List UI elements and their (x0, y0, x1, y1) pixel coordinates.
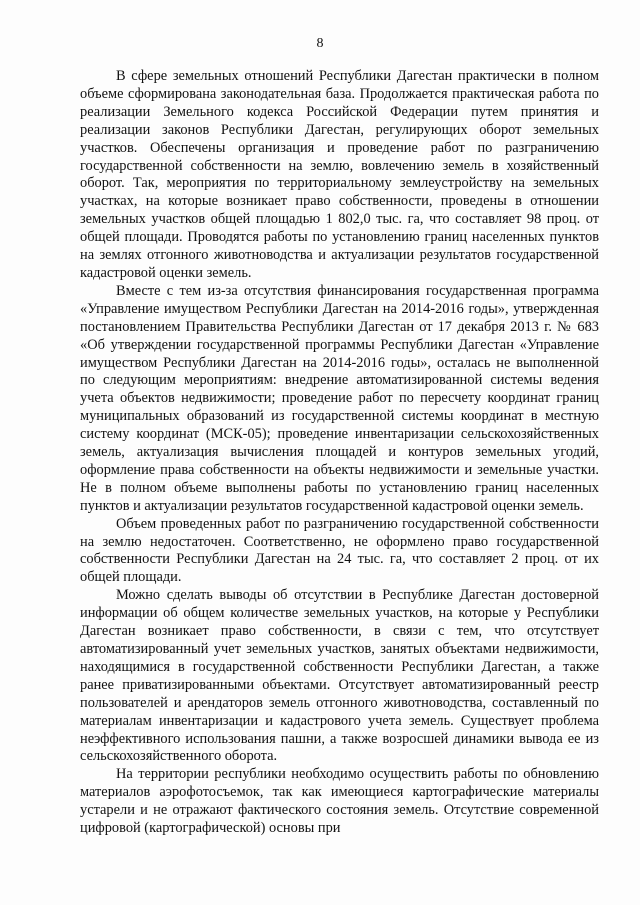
paragraph-aerial-survey: На территории республики необходимо осуществить работы по обновлению материалов аэрофотосъемок, так как имеющиеся картографические материалы устарели и не отражают фактического состояния земель. Отсутствие современной цифровой (картографической) основы при (80, 766, 599, 837)
paragraph-conclusions: Можно сделать выводы об отсутствии в Республике Дагестан достоверной информации об общем количестве земельных участков, на которые у Республики Дагестан возникает право собственности, в связи с тем, что отсутствует автоматизированный учет земельных участков, занятых объектами недвижимости, находящимися в государственной собственности Республики Дагестан, а также ранее приватизированными объектами. Отсутствует автоматизированный реестр пользователей и арендаторов земель отгонного животноводства, составленный по материалам инвентаризации и кадастрового учета земель. Существует проблема неэффективного использования пашни, а также возросшей динамики вывода ее из сельскохозяйственного оборота. (80, 587, 599, 765)
paragraph-delimitation: Объем проведенных работ по разграничению государственной собственности на землю недостаточен. Соответственно, не оформлено право государственной собственности Республики Дагестан на 24 тыс. га, что составляет 2 проц. от их общей площади. (80, 515, 599, 586)
paragraph-state-program: Вместе с тем из-за отсутствия финансирования государственная программа «Управление имуществом Республики Дагестан на 2014-2016 годы», утвержденная постановлением Правительства Республики Дагестан от 17 декабря 2013 г. № 683 «Об утверждении государственной программы Республики Дагестан «Управление имуществом Республики Дагестан на 2014-2016 годы», осталась не выполненной по следующим мероприятиям: внедрение автоматизированной системы ведения учета объектов недвижимости; проведение работ по пересчету координат границ муниципальных образований из государственной системы координат в местную систему координат (МСК-05); проведение инвентаризации сельскохозяйственных земель, актуализация вычисления площадей и контуров земельных угодий, оформление права собственности на объекты недвижимости и земельные участки. Не в полном объеме выполнены работы по установлению границ населенных пунктов и актуализации результатов государственной кадастровой оценки земель. (80, 282, 599, 514)
paragraph-land-relations: В сфере земельных отношений Республики Дагестан практически в полном объеме сформирована законодательная база. Продолжается практическая работа по реализации Земельного кодекса Российской Федерации путем принятия и реализации законов Республики Дагестан, регулирующих оборот земельных участков. Обеспечены организация и проведение работ по разграничению государственной собственности на землю, вовлечению земель в хозяйственный оборот. Так, мероприятия по территориальному землеустройству на земельных участках, на которые возникает право собственности, проведены в отношении земельных участков общей площадью 1 802,0 тыс. га, что составляет 98 проц. от общей площади. Проводятся работы по установлению границ населенных пунктов на землях отгонного животноводства и актуализации результатов государственной кадастровой оценки земель. (80, 68, 599, 281)
document-body (80, 68, 599, 838)
page-number: 8 (316, 36, 324, 51)
